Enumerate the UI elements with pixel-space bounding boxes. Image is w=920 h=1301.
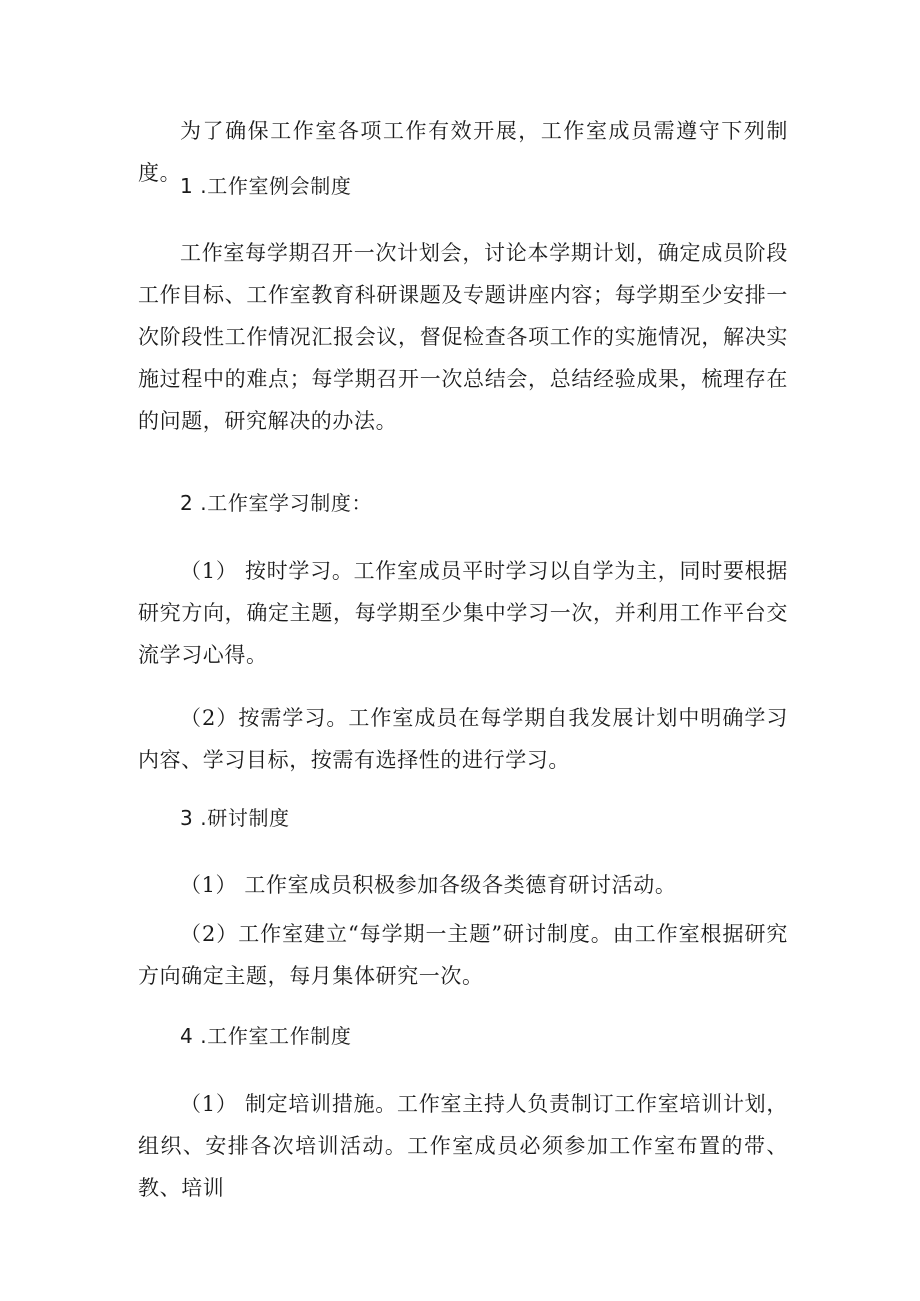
section-4-heading: 4 .工作室工作制度 (180, 1024, 352, 1048)
section-2-heading: 2 .工作室学习制度： (180, 491, 373, 515)
intro-paragraph: 为了确保工作室各项工作有效开展，工作室成员需遵守下列制度。 (138, 119, 788, 185)
section-3-heading: 3 .研讨制度 (180, 806, 290, 830)
section-1-body: 工作室每学期召开一次计划会，讨论本学期计划，确定成员阶段工作目标、工作室教育科研课题及专题讲座内容；每学期至少安排一次阶段性工作情况汇报会议，督促检查各项工作的实施情况，解决实施过程中的难点；每学期召开一次总结会，总结经验成果，梳理存在的问题，研究解决的办法。 (138, 241, 788, 433)
section-2-item-1: （1） 按时学习。工作室成员平时学习以自学为主，同时要根据研究方向，确定主题，每学期至少集中学习一次，并利用工作平台交流学习心得。 (138, 559, 788, 667)
section-3-item-2: （2）工作室建立“每学期一主题”研讨制度。由工作室根据研究方向确定主题，每月集体研究一次。 (138, 922, 788, 988)
section-1-heading: 1 .工作室例会制度 (180, 174, 352, 198)
section-4-item-1: （1） 制定培训措施。工作室主持人负责制订工作室培训计划，组织、安排各次培训活动。工作室成员必须参加工作室布置的带、教、培训 (138, 1092, 788, 1200)
section-3-item-1: （1） 工作室成员积极参加各级各类德育研讨活动。 (180, 873, 677, 897)
section-2-item-2: （2）按需学习。工作室成员在每学期自我发展计划中明确学习内容、学习目标，按需有选择性的进行学习。 (138, 706, 788, 772)
